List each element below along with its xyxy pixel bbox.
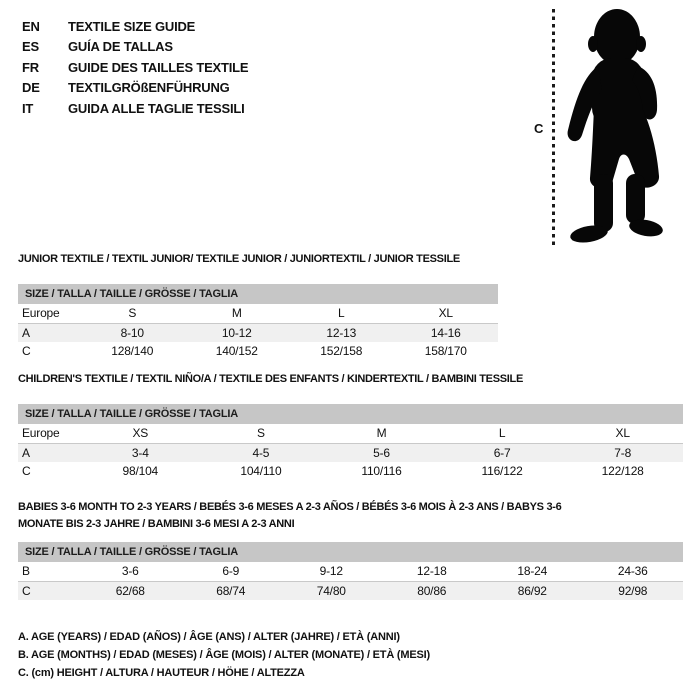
table-cell: 116/122 <box>481 464 523 478</box>
table-header: SIZE / TALLA / TAILLE / GRÖSSE / TAGLIA <box>18 404 683 424</box>
row-label: C <box>22 464 31 478</box>
table-cell: 74/80 <box>316 584 346 598</box>
table-cell: 12-18 <box>416 564 447 578</box>
table-cell: L <box>338 306 345 320</box>
language-code: FR <box>22 59 39 75</box>
table-cell: 18-24 <box>517 564 548 578</box>
junior-size-table <box>18 284 498 361</box>
row-label: A <box>22 326 30 340</box>
language-row <box>22 98 248 119</box>
note-height-cm: C. (cm) HEIGHT / ALTURA / HAUTEUR / HÖHE / ALTEZZA <box>18 667 305 679</box>
table-cell: XS <box>132 426 149 440</box>
table-row <box>18 462 683 481</box>
legend-notes <box>18 628 430 682</box>
table-cell: 24-36 <box>617 564 648 578</box>
row-label: A <box>22 446 30 460</box>
table-cell: 80/86 <box>417 584 447 598</box>
height-measure-dashed-line <box>552 9 555 246</box>
table-cell: 6-7 <box>493 446 511 460</box>
table-cell: 8-10 <box>120 326 144 340</box>
language-title: GUÍA DE TALLAS <box>68 39 173 55</box>
table-header: SIZE / TALLA / TAILLE / GRÖSSE / TAGLIA <box>18 284 498 304</box>
language-code: ES <box>22 39 39 55</box>
table-cell: S <box>256 426 265 440</box>
row-label: C <box>22 344 31 358</box>
table-row <box>18 424 683 443</box>
children-size-table <box>18 404 683 481</box>
table-body <box>18 562 683 600</box>
table-cell: 104/110 <box>240 464 282 478</box>
table-cell: 14-16 <box>430 326 461 340</box>
table-cell: 5-6 <box>373 446 390 460</box>
section-title-children: CHILDREN'S TEXTILE / TEXTIL NIÑO/A / TEXTILE DES ENFANTS / KINDERTEXTIL / BAMBINI TESSILE <box>18 373 523 385</box>
language-list <box>22 16 248 119</box>
table-cell: 152/158 <box>320 344 363 358</box>
table-header: SIZE / TALLA / TAILLE / GRÖSSE / TAGLIA <box>18 542 683 562</box>
row-label: Europe <box>22 426 60 440</box>
table-cell: 6-9 <box>222 564 240 578</box>
table-cell: M <box>376 426 387 440</box>
table-cell: 4-5 <box>252 446 270 460</box>
table-row <box>18 323 498 342</box>
note-age-months: B. AGE (MONTHS) / EDAD (MESES) / ÂGE (MOIS) / ALTER (MONATE) / ETÀ (MESI) <box>18 649 430 661</box>
table-cell: M <box>231 306 242 320</box>
table-row <box>18 342 498 361</box>
table-cell: 9-12 <box>319 564 343 578</box>
table-body <box>18 304 498 361</box>
table-cell: L <box>498 426 506 440</box>
table-cell: XL <box>438 306 453 320</box>
table-cell: 68/74 <box>216 584 246 598</box>
table-cell: 3-6 <box>121 564 139 578</box>
table-cell: 140/152 <box>215 344 258 358</box>
language-title: GUIDA ALLE TAGLIE TESSILI <box>68 100 245 116</box>
language-code: IT <box>22 100 34 116</box>
language-title: TEXTILGRÖßENFÜHRUNG <box>68 80 230 96</box>
table-cell: 86/92 <box>517 584 547 598</box>
table-row <box>18 581 683 600</box>
language-code: DE <box>22 80 40 96</box>
toddler-silhouette-icon <box>558 2 698 248</box>
language-title: GUIDE DES TAILLES TEXTILE <box>68 59 249 75</box>
language-row <box>22 16 248 37</box>
table-cell: 92/98 <box>618 584 648 598</box>
table-cell: 110/116 <box>361 464 402 478</box>
table-row <box>18 443 683 462</box>
table-cell: 128/140 <box>111 344 154 358</box>
table-cell: 10-12 <box>221 326 252 340</box>
row-label: C <box>22 584 31 598</box>
table-cell: 3-4 <box>131 446 149 460</box>
language-title: TEXTILE SIZE GUIDE <box>68 18 196 34</box>
section-title-babies: BABIES 3-6 MONTH TO 2-3 YEARS / BEBÉS 3-6 MESES A 2-3 AÑOS / BÉBÉS 3-6 MOIS À 2-3 ANS / BABYS 3-6 MONATE BIS 2-3 JAHRE / BAMBINI 3-6 MESI A 2-3 ANNI <box>18 501 562 530</box>
babies-size-table <box>18 542 683 600</box>
section-title-junior: JUNIOR TEXTILE / TEXTIL JUNIOR/ TEXTILE JUNIOR / JUNIORTEXTIL / JUNIOR TESSILE <box>18 253 460 265</box>
table-cell: 7-8 <box>614 446 632 460</box>
table-body <box>18 424 683 481</box>
table-cell: 98/104 <box>122 464 159 478</box>
language-row <box>22 78 248 99</box>
row-label: B <box>22 564 30 578</box>
row-label: Europe <box>22 306 60 320</box>
language-row <box>22 37 248 58</box>
table-cell: 12-13 <box>326 326 357 340</box>
language-code: EN <box>22 18 40 34</box>
table-cell: XL <box>615 426 630 440</box>
note-age-years: A. AGE (YEARS) / EDAD (AÑOS) / ÂGE (ANS) / ALTER (JAHRE) / ETÀ (ANNI) <box>18 631 400 643</box>
table-cell: 158/170 <box>424 344 467 358</box>
language-row <box>22 57 248 78</box>
table-row <box>18 562 683 581</box>
table-cell: 122/128 <box>601 464 644 478</box>
table-cell: 62/68 <box>115 584 145 598</box>
height-measure-label: C <box>534 121 544 136</box>
table-cell: S <box>128 306 137 320</box>
table-row <box>18 304 498 323</box>
